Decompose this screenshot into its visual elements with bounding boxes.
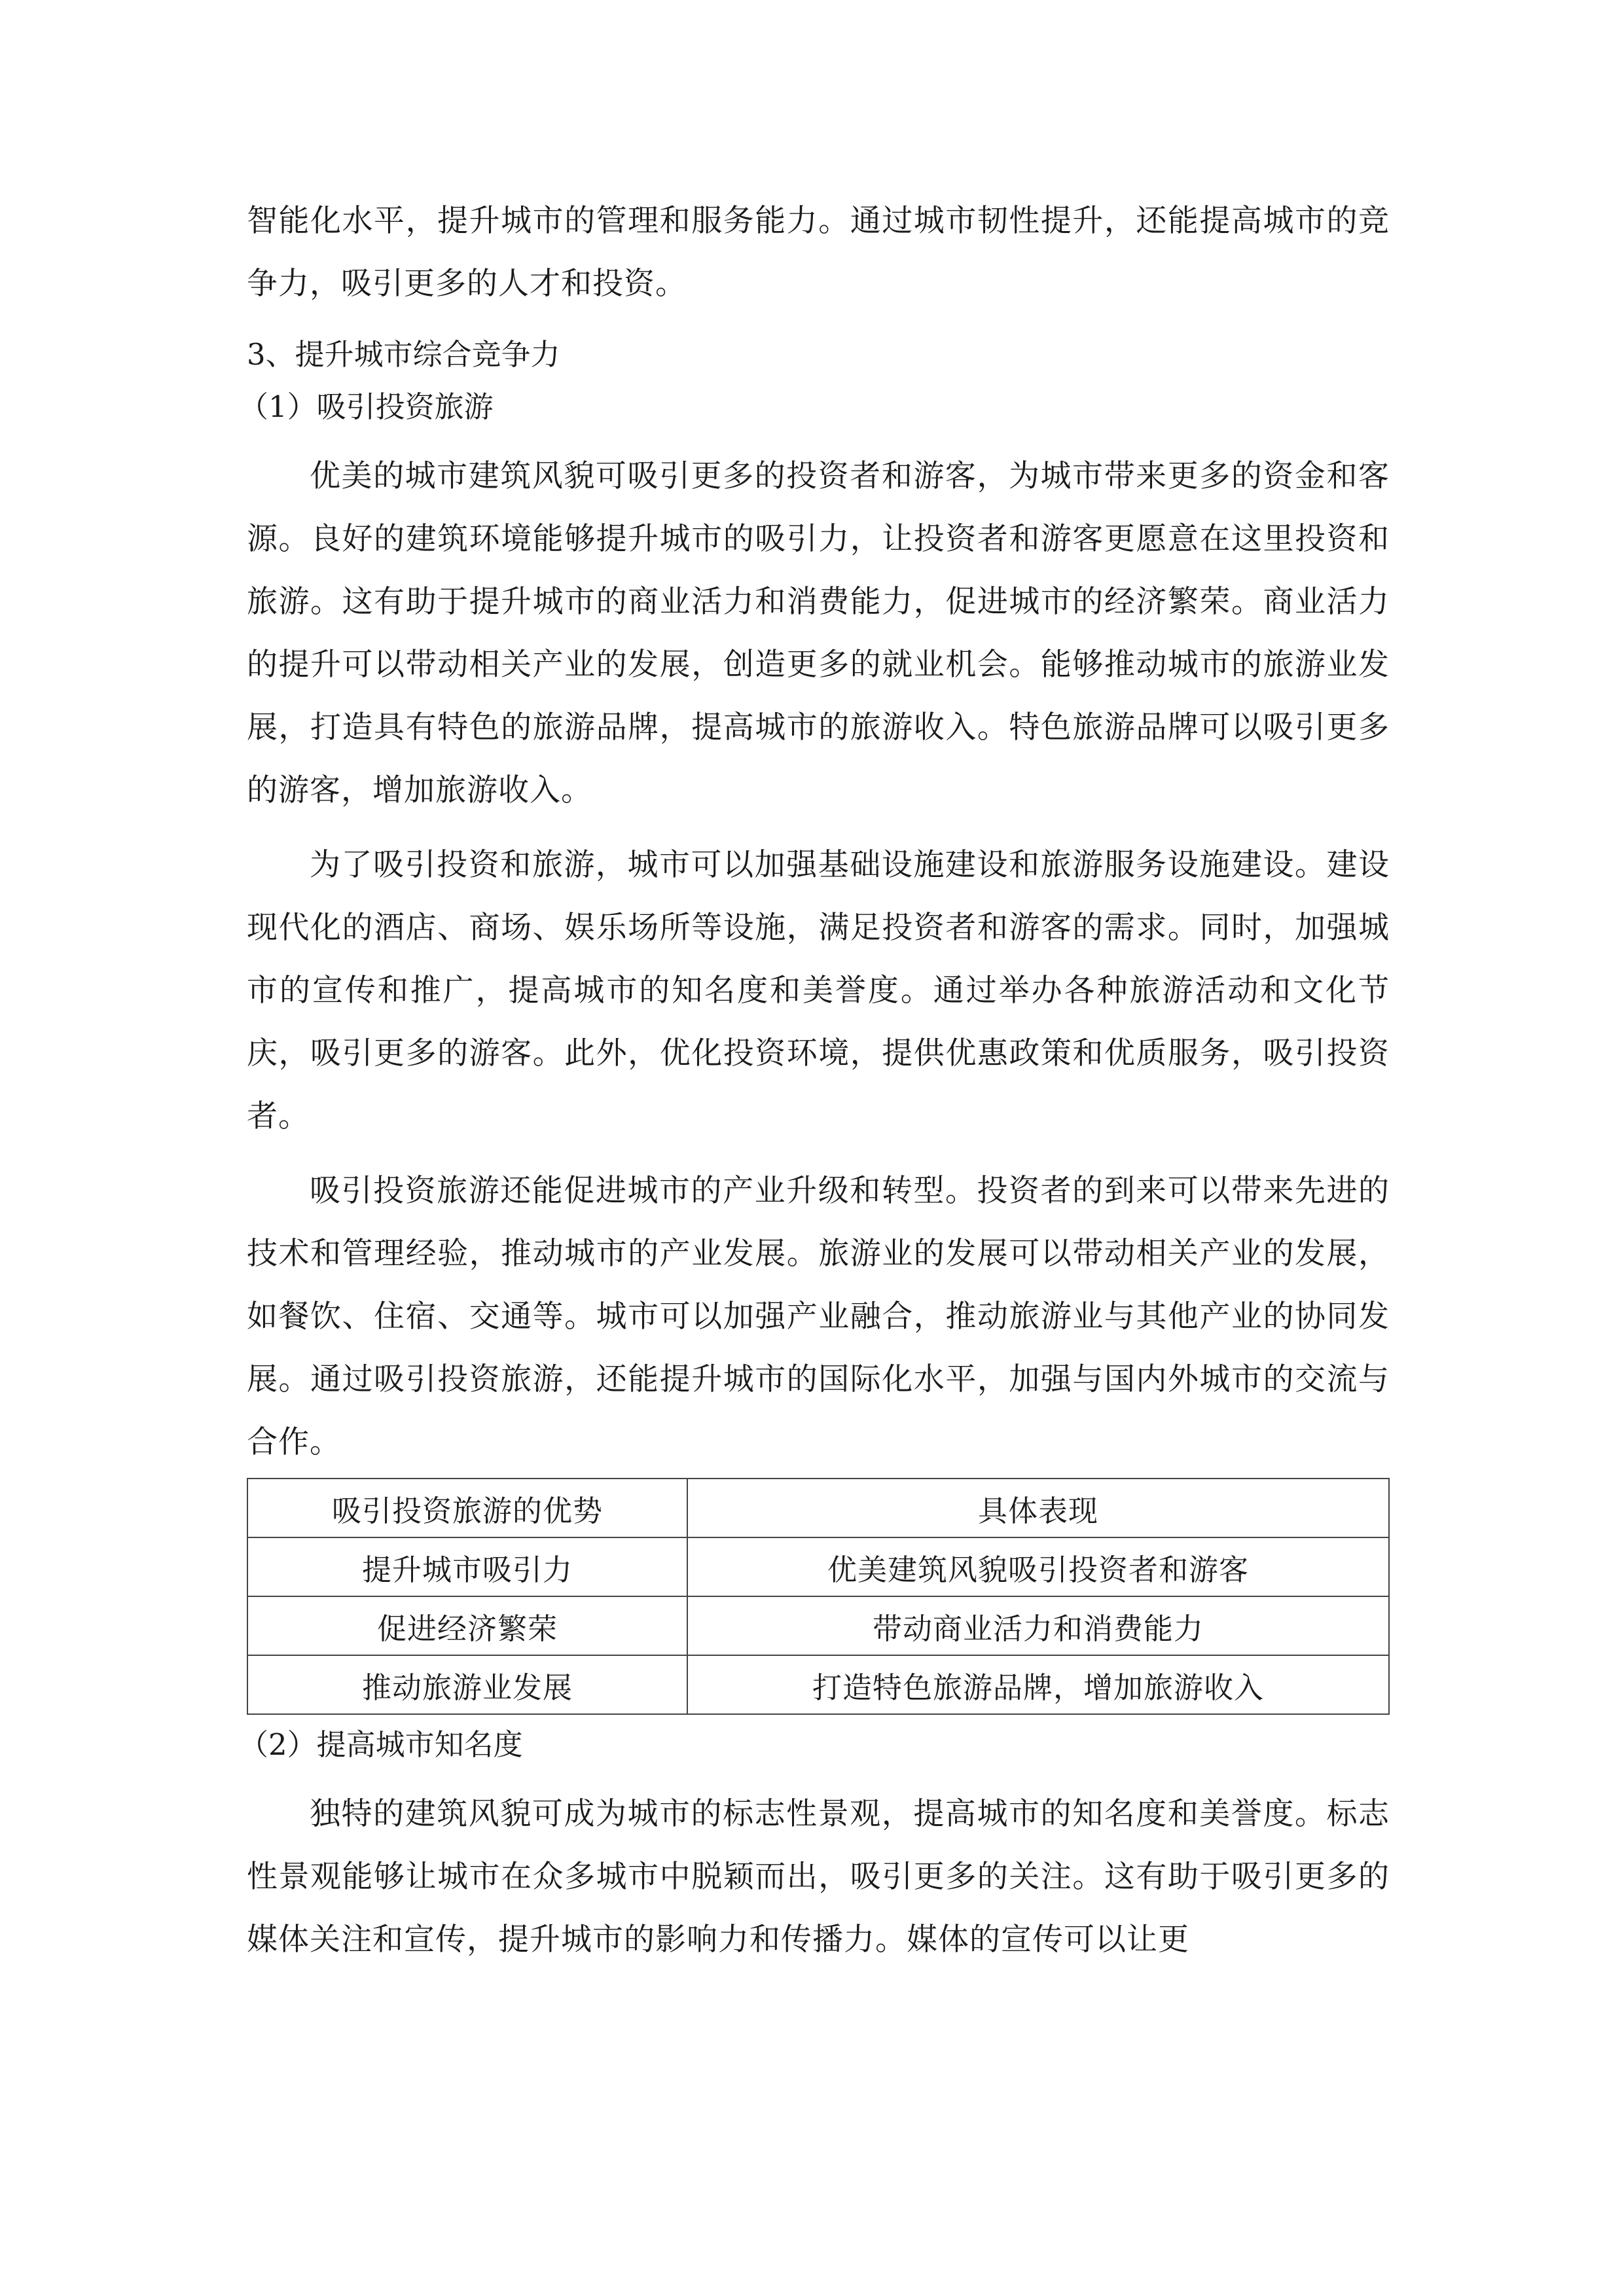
- table-cell: 促进经济繁荣: [247, 1596, 687, 1655]
- paragraph-attract-benefits: 优美的城市建筑风貌可吸引更多的投资者和游客，为城市带来更多的资金和客源。良好的建筑环境能够提升城市的吸引力，让投资者和游客更愿意在这里投资和旅游。这有助于提升城市的商业活力和消费能力，促进城市的经济繁荣。商业活力的提升可以带动相关产业的发展，创造更多的就业机会。能够推动城市的旅游业发展，打造具有特色的旅游品牌，提高城市的旅游收入。特色旅游品牌可以吸引更多的游客，增加旅游收入。: [247, 458, 1390, 808]
- paragraph-measures: 为了吸引投资和旅游，城市可以加强基础设施建设和旅游服务设施建设。建设现代化的酒店、商场、娱乐场所等设施，满足投资者和游客的需求。同时，加强城市的宣传和推广，提高城市的知名度和美誉度。通过举办各种旅游活动和文化节庆，吸引更多的游客。此外，优化投资环境，提供优惠政策和优质服务，吸引投资者。: [247, 847, 1390, 1134]
- table-cell: 打造特色旅游品牌，增加旅游收入: [687, 1655, 1389, 1714]
- table-cell: 提升城市吸引力: [247, 1537, 687, 1596]
- advantages-table: [247, 1478, 1390, 1715]
- table-header-cell: 具体表现: [687, 1479, 1389, 1537]
- table-cell: 优美建筑风貌吸引投资者和游客: [687, 1537, 1389, 1596]
- table-cell: 推动旅游业发展: [247, 1655, 687, 1714]
- table-row: [247, 1537, 1389, 1596]
- section-heading-3: 3、提升城市综合竞争力: [247, 337, 560, 372]
- subheading-city-reputation: （2）提高城市知名度: [239, 1727, 523, 1762]
- subheading-attract-investment-tourism: （1）吸引投资旅游: [239, 389, 494, 424]
- paragraph-landmark: 独特的建筑风貌可成为城市的标志性景观，提高城市的知名度和美誉度。标志性景观能够让城市在众多城市中脱颖而出，吸引更多的关注。这有助于吸引更多的媒体关注和宣传，提升城市的影响力和传播力。媒体的宣传可以让更: [247, 1796, 1390, 1958]
- table-cell: 带动商业活力和消费能力: [687, 1596, 1389, 1655]
- table-row: [247, 1596, 1389, 1655]
- paragraph-industry-upgrade: 吸引投资旅游还能促进城市的产业升级和转型。投资者的到来可以带来先进的技术和管理经验，推动城市的产业发展。旅游业的发展可以带动相关产业的发展，如餐饮、住宿、交通等。城市可以加强产业融合，推动旅游业与其他产业的协同发展。通过吸引投资旅游，还能提升城市的国际化水平，加强与国内外城市的交流与合作。: [247, 1173, 1390, 1460]
- table-header-row: [247, 1479, 1389, 1537]
- table-row: [247, 1655, 1389, 1714]
- table-header-cell: 吸引投资旅游的优势: [247, 1479, 687, 1537]
- paragraph-continued: 智能化水平，提升城市的管理和服务能力。通过城市韧性提升，还能提高城市的竞争力，吸引更多的人才和投资。: [247, 203, 1390, 302]
- document-page: [239, 190, 1390, 1971]
